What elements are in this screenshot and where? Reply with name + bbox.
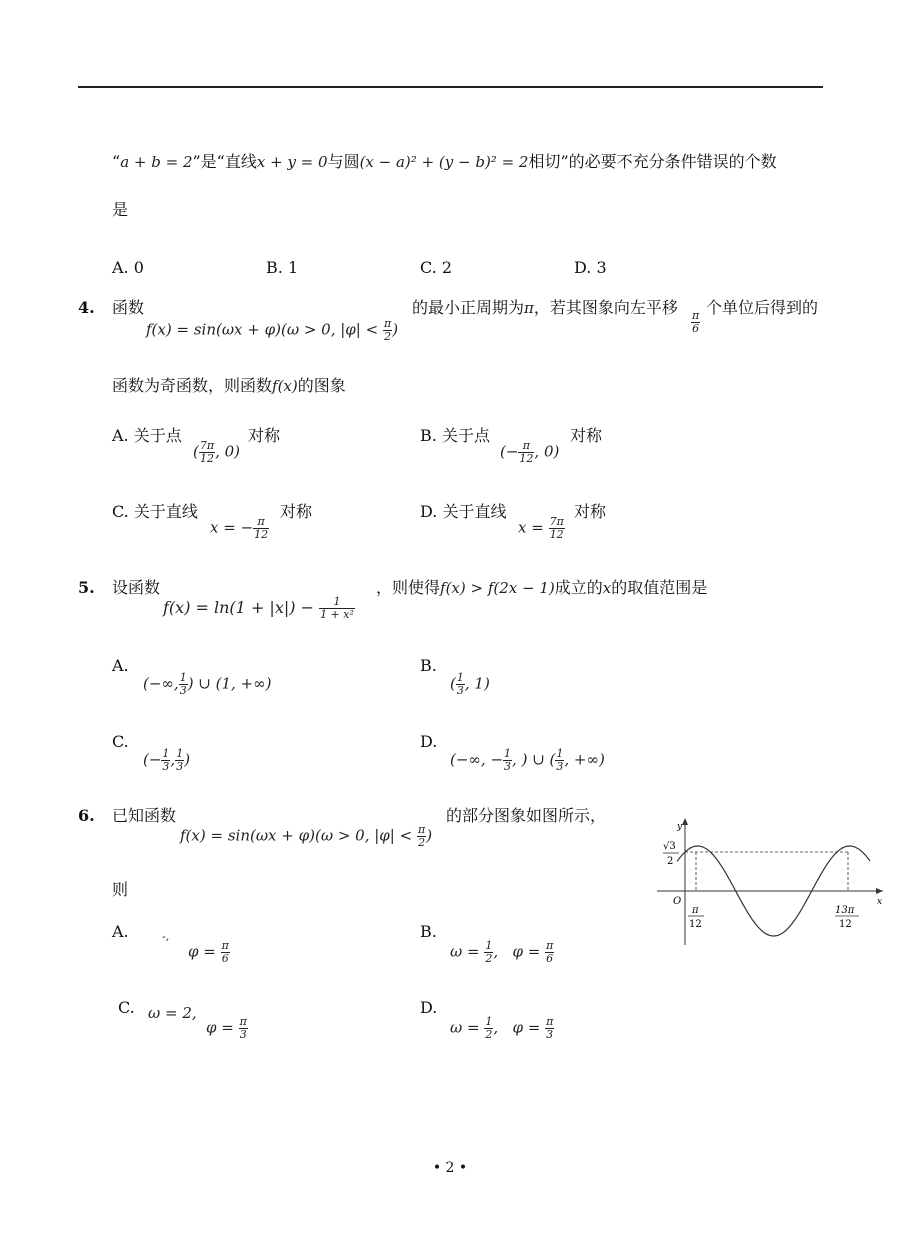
x-tick1-den: 12 xyxy=(689,919,702,930)
x-axis-arrow xyxy=(876,888,883,894)
q4-option-c-end: 对称 xyxy=(280,502,313,521)
y-tick-den: 2 xyxy=(667,856,674,867)
q5-option-d-expr: (−∞, − $\frac{1}{3}$ , ) ∪ ( $\frac{1}{3}$ , +∞) xyxy=(450,747,605,773)
q3-option-c[interactable]: C. 2 xyxy=(420,258,453,277)
q4-option-a-point: ( $\frac{7\pi}{12}$ , 0) xyxy=(193,439,241,465)
q6-sine-graph xyxy=(655,815,885,950)
q3-line1: “a + b = 2”是“直线x + y = 0与圆(x − a)² + (y − b)² = 2相切”的必要不充分条件错误的个数 xyxy=(112,152,777,171)
q4-function-expr: f(x) = sin(ωx + φ)(ω > 0, |φ| < $\frac{\pi}{2}$ ) xyxy=(146,317,399,343)
q6-option-a[interactable]: A. xyxy=(112,922,129,941)
q6-option-b[interactable]: B. xyxy=(420,922,437,941)
q5-option-a-expr: (−∞, $\frac{1}{3}$ ) ∪ (1, +∞) xyxy=(143,671,272,697)
q6-option-a-omega: -, xyxy=(162,930,170,943)
y-tick-num: √3 xyxy=(663,841,676,852)
q5-option-b-expr: ( $\frac{1}{3}$ , 1) xyxy=(450,671,490,697)
q3-option-a[interactable]: A. 0 xyxy=(112,258,144,277)
q6-option-c-omega: ω = 2, xyxy=(148,1004,197,1022)
q6-option-c[interactable]: C. xyxy=(118,998,135,1017)
page-number: • 2 • xyxy=(432,1160,468,1176)
q6-option-c-phi: φ = $\frac{\pi}{3}$ xyxy=(206,1015,247,1041)
q4-text1: 函数 xyxy=(112,298,145,317)
q5-option-a[interactable]: A. xyxy=(112,656,129,675)
q5-text2: ，则使得f(x) > f(2x − 1)成立的x的取值范围是 xyxy=(376,578,708,597)
q5-number: 5. xyxy=(78,578,95,597)
q4-number: 4. xyxy=(78,298,95,317)
q4-text2: 的最小正周期为π，若其图象向左平移 xyxy=(412,298,678,317)
q5-text1: 设函数 xyxy=(112,578,161,597)
q4-shift-fraction: $\frac{\pi}{6}$ xyxy=(692,309,700,335)
q3-option-b[interactable]: B. 1 xyxy=(266,258,299,277)
q4-option-d-line: x = $\frac{7\pi}{12}$ xyxy=(518,515,564,541)
q6-option-b-expr: ω = $\frac{1}{2}$ , φ = $\frac{\pi}{6}$ xyxy=(450,939,554,965)
header-rule xyxy=(78,86,823,88)
q5-function-expr: f(x) = ln(1 + |x|) − $\frac{1}{\text{1 + x²}}$ xyxy=(163,595,354,621)
y-axis-label: y xyxy=(677,822,683,832)
q4-option-a[interactable]: A. 关于点 xyxy=(112,426,182,445)
y-axis-arrow xyxy=(682,818,688,825)
q4-text4: 个单位后得到的 xyxy=(706,298,819,317)
x-tick2-num: 13π xyxy=(835,905,855,916)
q4-option-d-end: 对称 xyxy=(574,502,607,521)
q6-option-d-expr: ω = $\frac{1}{2}$ , φ = $\frac{\pi}{3}$ xyxy=(450,1015,554,1041)
x-tick2-den: 12 xyxy=(839,919,852,930)
q4-option-b-end: 对称 xyxy=(570,426,603,445)
q5-option-c[interactable]: C. xyxy=(112,732,129,751)
q3-expr-circle: (x − a)² + (y − b)² = 2 xyxy=(359,153,529,171)
q3-option-d[interactable]: D. 3 xyxy=(574,258,607,277)
q4-option-b[interactable]: B. 关于点 xyxy=(420,426,490,445)
q4-option-d[interactable]: D. 关于直线 xyxy=(420,502,507,521)
q6-option-a-phi: φ = $\frac{\pi}{6}$ xyxy=(188,939,229,965)
q4-option-a-end: 对称 xyxy=(248,426,281,445)
q6-option-d[interactable]: D. xyxy=(420,998,438,1017)
q4-option-b-point: (− $\frac{\pi}{12}$ , 0) xyxy=(500,439,560,465)
q6-line2: 则 xyxy=(112,880,129,899)
q5-option-d[interactable]: D. xyxy=(420,732,438,751)
x-tick1-num: π xyxy=(692,905,699,916)
q5-option-c-expr: (− $\frac{1}{3}$ , $\frac{1}{3}$ ) xyxy=(143,747,191,773)
origin-label: O xyxy=(673,896,682,907)
q5-option-b[interactable]: B. xyxy=(420,656,437,675)
q3-line2: 是 xyxy=(112,200,129,219)
q6-number: 6. xyxy=(78,806,95,825)
q6-text2: 的部分图象如图所示， xyxy=(446,806,607,825)
q3-expr-a-plus-b: a + b = 2 xyxy=(120,153,193,171)
q6-text1: 已知函数 xyxy=(112,806,177,825)
x-axis-label: x xyxy=(877,897,883,907)
q4-option-c[interactable]: C. 关于直线 xyxy=(112,502,198,521)
q4-option-c-line: x = − $\frac{\pi}{12}$ xyxy=(210,515,269,541)
q4-line2: 函数为奇函数，则函数f(x)的图象 xyxy=(112,376,346,395)
q3-expr-line: x + y = 0 xyxy=(256,153,328,171)
q6-function-expr: f(x) = sin(ωx + φ)(ω > 0, |φ| < $\frac{\pi}{2}$ ) xyxy=(180,823,433,849)
